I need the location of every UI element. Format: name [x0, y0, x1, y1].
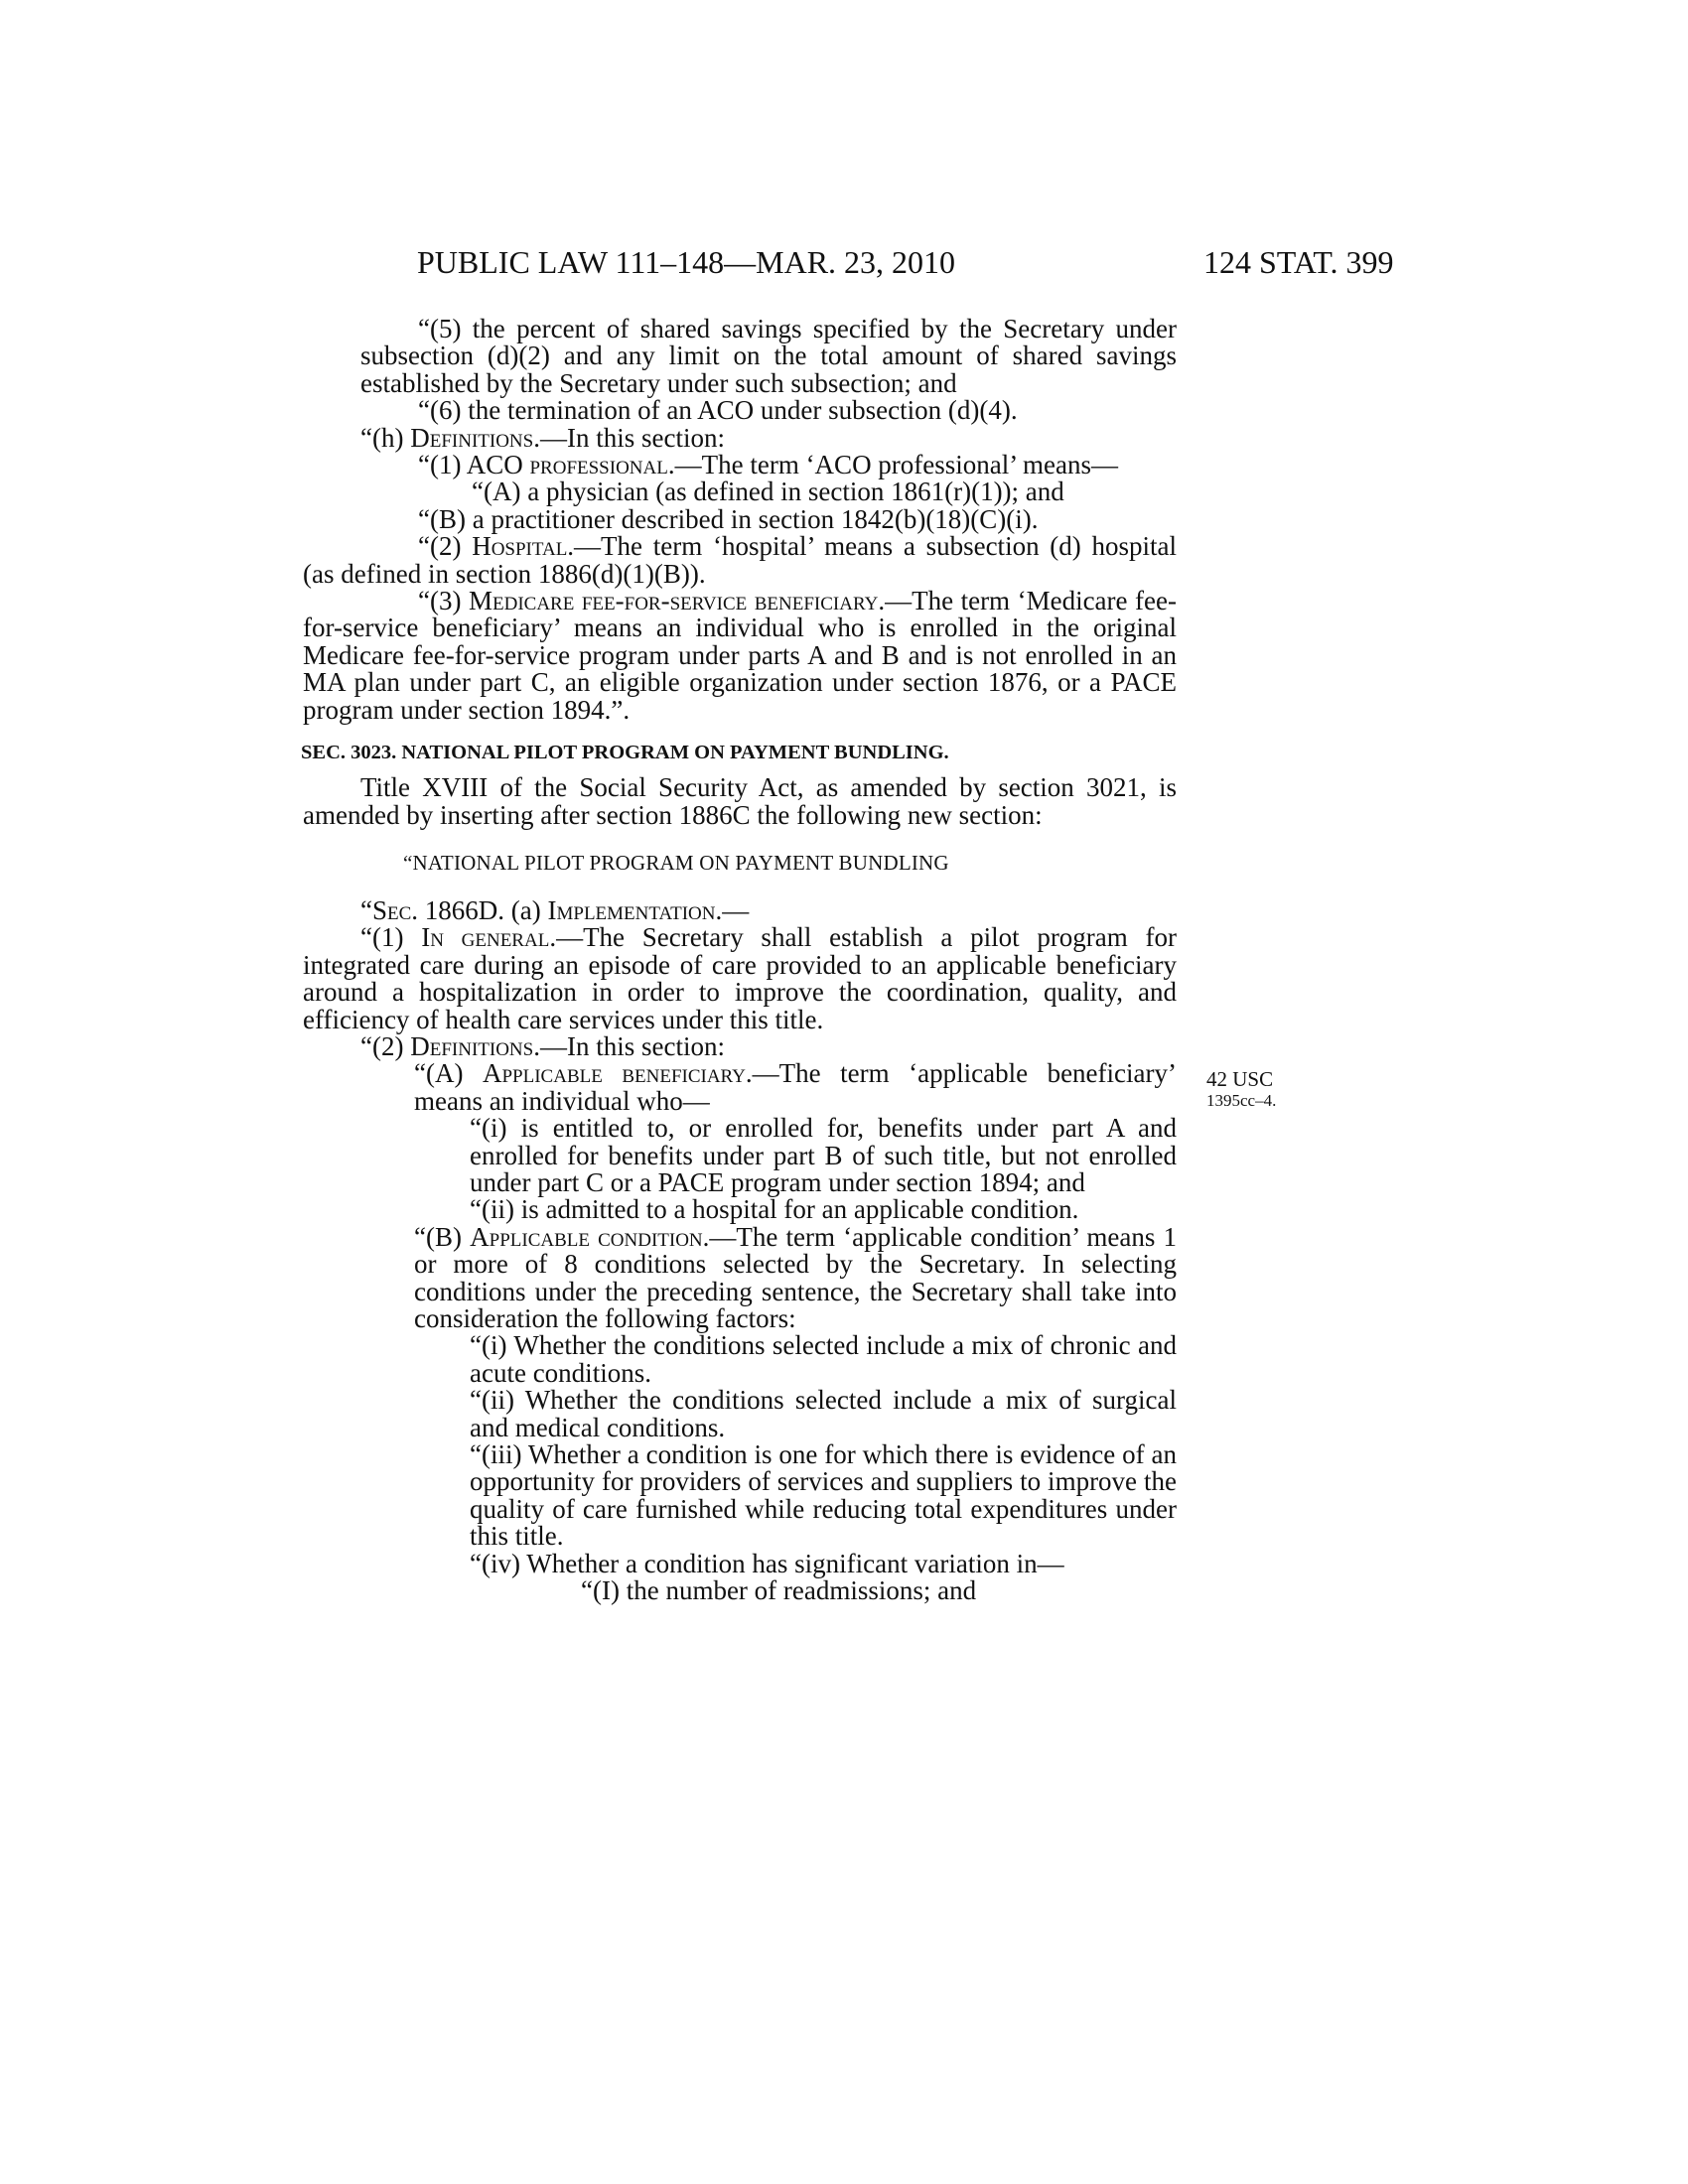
- text: .—In this section:: [533, 422, 725, 453]
- paragraph-6: “(6) the termination of an ACO under subsection (d)(4).: [418, 395, 1018, 426]
- section-heading: SEC. 3023. NATIONAL PILOT PROGRAM ON PAYMENT BUNDLING.: [301, 742, 949, 764]
- text: .—The term ‘Medicare fee-for-service beneficiary’ means an individual who is enrolled in the original Medicare fee-for-service program under parts A and B and is not enrolled in an MA plan under part C, an eligible organization under section 1876, or a PACE program under section 1894.”.: [303, 586, 1177, 725]
- text: “(A): [414, 1058, 483, 1089]
- text: “(h): [360, 422, 411, 453]
- subparagraph-heading: Applicable condition: [470, 1221, 703, 1252]
- running-header-page-ref: 124 STAT. 399: [1203, 244, 1394, 280]
- amendment-intro: Title XVIII of the Social Security Act, as amended by section 3021, is amended by inserting after section 1886C the following new section:: [303, 772, 1177, 830]
- section-1866d-start: [303, 894, 1177, 925]
- margin-citation-line-2: 1395cc–4.: [1206, 1091, 1277, 1110]
- subsection-heading: Definitions: [410, 422, 534, 453]
- definition-heading: Hospital: [472, 531, 568, 562]
- factor-iv: “(iv) Whether a condition has significant variation in—: [470, 1548, 1064, 1578]
- definition-medicare-beneficiary: [303, 588, 1177, 724]
- paragraph-heading: Definitions: [410, 1030, 534, 1061]
- paragraph-heading: In general: [421, 922, 550, 953]
- text: .—The term ‘applicable beneficiary’ means an individual who—: [414, 1058, 1177, 1116]
- clause-ii-admitted: “(ii) is admitted to a hospital for an applicable condition.: [470, 1194, 1079, 1225]
- subparagraph-b-applicable-condition: [303, 1221, 1177, 1333]
- text: “(2): [418, 531, 473, 562]
- factor-ii: “(ii) Whether the conditions selected include a mix of surgical and medical conditions.: [470, 1385, 1177, 1442]
- text: “(1): [360, 922, 422, 953]
- text: . 1866D. (a): [411, 894, 548, 925]
- clause-b-practitioner: “(B) a practitioner described in section 1842(b)(18)(C)(i).: [418, 503, 1039, 534]
- clause-i-entitled: “(i) is entitled to, or enrolled for, benefits under part A and enrolled for benefits under part B of such title, but not enrolled under part C or a PACE program under section 1894; and: [470, 1113, 1177, 1197]
- clause-a-physician: “(A) a physician (as defined in section 1861(r)(1)); and: [472, 477, 1064, 507]
- text: “(2): [360, 1030, 411, 1061]
- definition-aco-professional: [303, 452, 1177, 478]
- text: .—The Secretary shall establish a pilot program for integrated care during an episode of care provided to an applicable beneficiary around a hospitalization in order to improve the coordination, quality, and efficiency of health care services under this title.: [303, 922, 1177, 1034]
- subparagraph-a-applicable-beneficiary: [303, 1060, 1177, 1115]
- text: .—The term ‘ACO professional’ means—: [667, 450, 1118, 480]
- definition-heading: professional: [529, 450, 668, 480]
- subparagraph-heading: Applicable beneficiary: [482, 1058, 746, 1089]
- paragraph-2-definitions: [303, 1030, 1177, 1061]
- document-body: [303, 316, 1177, 1604]
- text: .—The term ‘applicable condition’ means 1 or more of 8 conditions selected by the Secretary. In selecting conditions under the preceding sentence, the Secretary shall take into consideration the following factors:: [414, 1221, 1177, 1333]
- factor-i: “(i) Whether the conditions selected include a mix of chronic and acute conditions.: [470, 1330, 1177, 1388]
- text: .—: [715, 894, 750, 925]
- running-header-title: PUBLIC LAW 111–148—MAR. 23, 2010: [417, 244, 956, 280]
- new-section-heading: “NATIONAL PILOT PROGRAM ON PAYMENT BUNDLING: [403, 850, 949, 875]
- text: .—The term ‘hospital’ means a subsection (d) hospital (as defined in section 1886(d)(1)(B)).: [303, 531, 1177, 589]
- text: “(1) ACO: [418, 450, 530, 480]
- text: “(3): [418, 586, 469, 616]
- text: .—In this section:: [533, 1030, 725, 1061]
- definition-heading: Medicare fee-for-service beneficiary: [469, 586, 879, 616]
- paragraph-5: “(5) the percent of shared savings specified by the Secretary under subsection (d)(2) and any limit on the total amount of shared savings established by the Secretary under such subsection; and: [360, 314, 1177, 398]
- subclause-i-readmissions: “(I) the number of readmissions; and: [581, 1575, 977, 1606]
- definition-hospital: [303, 533, 1177, 588]
- subsection-heading: Implementation: [547, 894, 716, 925]
- factor-iii: “(iii) Whether a condition is one for which there is evidence of an opportunity for providers of services and suppliers to improve the quality of care furnished while reducing total expenditures under this title.: [470, 1439, 1177, 1552]
- subsection-h-definitions: [303, 422, 1177, 453]
- text: “: [360, 894, 372, 925]
- margin-citation: [1206, 1068, 1276, 1112]
- paragraph-1-in-general: [303, 924, 1177, 1033]
- text: “(B): [414, 1221, 471, 1252]
- margin-citation-line-1: 42 USC: [1206, 1067, 1274, 1091]
- sec-label: Sec: [371, 894, 412, 925]
